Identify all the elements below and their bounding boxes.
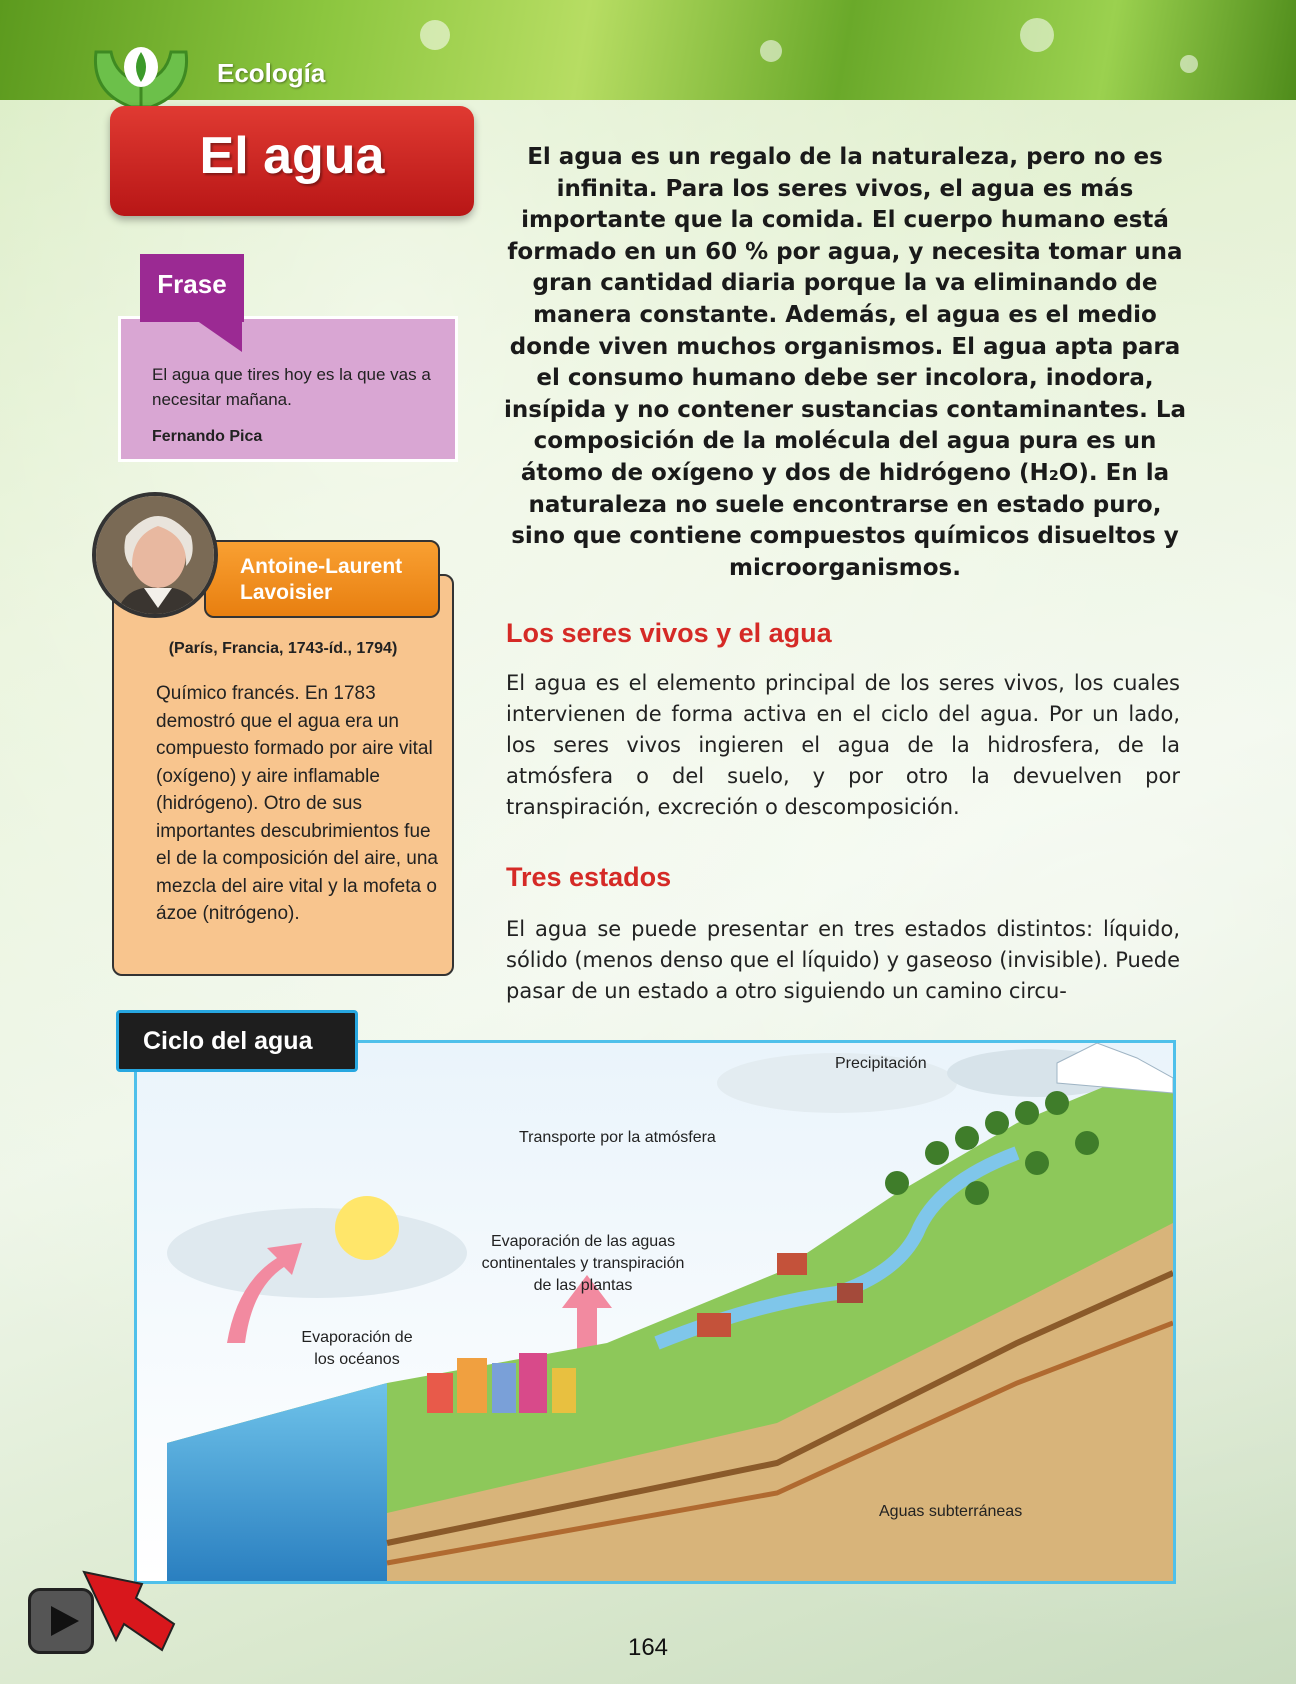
paragraph-seres-vivos: El agua es el elemento principal de los seres vivos, los cuales intervienen de forma activa en el ciclo del agua. Por un lado, los seres vivos ingieren el agua de la hidrosfera, de la atmósfera o del suelo, y por otro la devuelven por transpiración, excreción o descomposición. <box>506 671 1180 819</box>
diagram-tag <box>116 1010 358 1072</box>
page-title-box <box>110 106 474 216</box>
page-title: El agua <box>199 127 385 185</box>
diagram-tag-label: Ciclo del agua <box>143 1027 313 1055</box>
bio-name: Antoine-Laurent Lavoisier <box>240 555 403 604</box>
page-number: 164 <box>627 1634 669 1661</box>
quote-text: El agua que tires hoy es la que vas a necesitar mañana. <box>152 365 431 409</box>
heading-seres-vivos: Los seres vivos y el agua <box>506 618 832 648</box>
heading-tres-estados: Tres estados <box>506 862 672 892</box>
quote-tag <box>140 254 244 322</box>
bio-name-tag <box>204 540 440 618</box>
water-cycle-diagram <box>134 1040 1176 1584</box>
hands-leaf-icon <box>86 22 196 112</box>
bio-dates: (París, Francia, 1743-íd., 1794) <box>168 640 398 657</box>
portrait-image <box>92 492 218 618</box>
section-label: Ecología <box>217 58 326 88</box>
label-transporte: Transporte por la atmósfera <box>519 1129 716 1146</box>
paragraph-tres-estados: El agua se puede presentar en tres estados distintos: líquido, sólido (menos denso que el líquido) y gaseoso (invisible). Puede pasar de un estado a otro siguiendo un camino circu- <box>506 917 1180 1003</box>
intro-paragraph: El agua es un regalo de la naturaleza, pero no es infinita. Para los seres vivos, el agua es más importante que la comida. El cuerpo humano está formado en un 60 % por agua, y necesita tomar una gran cantidad diaria porque la va eliminando de manera constante. Además, el agua es el medio donde viven muchos organismos. El agua apta para el consumo humano debe ser incolora, inodora, insípida y no contener sustancias contaminantes. La composición de la molécula del agua pura es un átomo de oxígeno y dos de hidrógeno (H₂O). En la naturaleza no suele encontrarse en estado puro, sino que contiene compuestos químicos disueltos y microorganismos. <box>503 144 1187 581</box>
label-evaporacion-continental: Evaporación de las aguas continentales y transpiración de las plantas <box>481 1233 685 1294</box>
label-aguas-subterraneas: Aguas subterráneas <box>879 1503 1023 1520</box>
label-evaporacion-oceanos: Evaporación de los océanos <box>301 1329 413 1368</box>
bio-text: Químico francés. En 1783 demostró que el agua era un compuesto formado por aire vital (oxígeno) y aire inflamable (hidrógeno). Otro de sus importantes descubrimientos fue el de la composición del aire, una mezcla del aire vital y la mofeta o ázoe (nitrógeno). <box>156 683 439 924</box>
quote-tag-label: Frase <box>157 269 227 299</box>
quote-tag-tail <box>196 320 242 352</box>
label-precipitacion: Precipitación <box>835 1055 927 1072</box>
quote-author: Fernando Pica <box>152 428 263 445</box>
play-icon <box>51 1606 79 1636</box>
